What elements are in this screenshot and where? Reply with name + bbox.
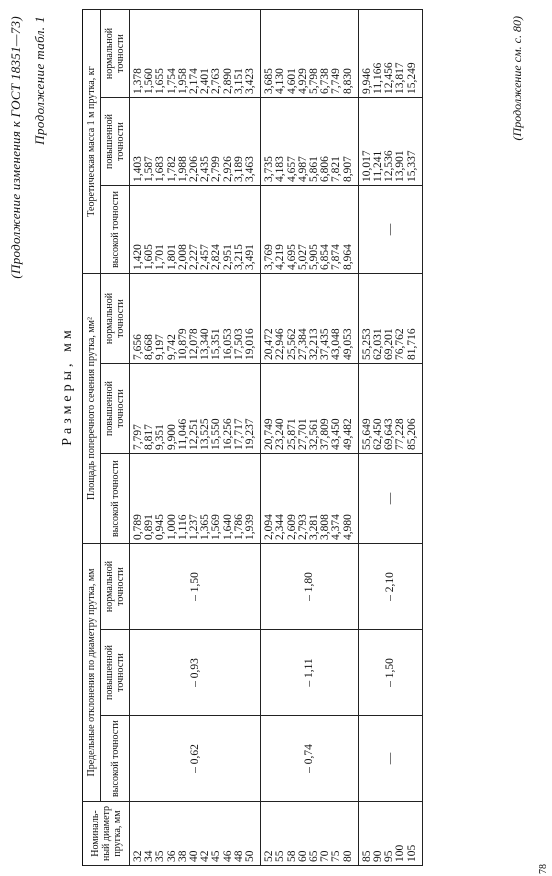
table-cell-value: 10,879 <box>176 328 189 360</box>
table-cell-value: 76,762 <box>394 328 407 360</box>
deviation-elevated: – 0,93 <box>130 630 261 716</box>
table-cell-value: 1,560 <box>143 68 156 94</box>
table-cell-value: 9,197 <box>154 334 167 360</box>
table-cell-value: 7,749 <box>330 68 343 94</box>
table-cell-value: 11,166 <box>372 62 385 94</box>
area-elevated-list <box>358 364 422 454</box>
area-normal-list <box>261 273 359 363</box>
table-cell-value: 95 <box>383 850 396 862</box>
table-cell-value: 15,249 <box>405 62 418 94</box>
table-cell-value: 62,450 <box>372 418 385 450</box>
table-cell-value: 46 <box>221 850 234 862</box>
table-cell-value: 3,685 <box>263 68 276 94</box>
table-cell-value: 3,491 <box>244 244 257 270</box>
header-dev-elevated: повышенной точности <box>101 630 130 716</box>
header-dev-high: высокой точности <box>101 716 130 802</box>
table-cell-value: 2,174 <box>188 68 201 94</box>
table-cell-value: 1,420 <box>132 244 144 270</box>
table-cell-value: 3,215 <box>232 244 245 270</box>
table-cell-value: 17,717 <box>232 418 245 450</box>
table-cell-value: 4,601 <box>285 68 298 94</box>
page-number: 78 <box>538 864 549 874</box>
header-nominal-diameter: Номинальный диаметр пругка, мм <box>83 802 130 866</box>
table-cell-value: 4,657 <box>285 156 298 182</box>
table-cell-value: 12,251 <box>188 418 201 450</box>
table-cell-value: 49,053 <box>341 328 354 360</box>
header-area-high: высокой точности <box>101 454 130 544</box>
area-high-list: — <box>358 454 422 544</box>
table-cell-value: 23,240 <box>274 418 287 450</box>
table-cell-value: 2,609 <box>285 514 298 540</box>
table-cell-value: 77,228 <box>394 418 407 450</box>
table-cell-value: 1,939 <box>244 514 257 540</box>
table-body <box>130 9 423 865</box>
table-cell-value: 20,749 <box>263 418 276 450</box>
table-cell-value: 6,806 <box>319 156 332 182</box>
table-cell-value: 32,213 <box>308 328 321 360</box>
table-cell-value: 0,789 <box>132 514 144 540</box>
table-cell-value: 2,401 <box>199 68 212 94</box>
mass-high-list <box>130 185 261 273</box>
table-cell-value: 13,340 <box>199 328 212 360</box>
table-cell-value: 4,219 <box>274 244 287 270</box>
header-mass-elevated: повышенной точности <box>101 97 130 185</box>
table-cell-value: 1,683 <box>154 156 167 182</box>
table-row-group <box>358 9 422 865</box>
table-cell-value: 19,237 <box>244 418 257 450</box>
table-cell-value: 3,281 <box>308 514 321 540</box>
mass-high-list <box>261 185 359 273</box>
table-cell-value: 4,987 <box>296 156 309 182</box>
table-cell-value: 55,649 <box>360 418 373 450</box>
header-area-normal: нормальной точности <box>101 273 130 363</box>
table-cell-value: 55 <box>274 850 287 862</box>
table-cell-value: 69,201 <box>383 328 396 360</box>
table-cell-value: 16,053 <box>221 328 234 360</box>
table-cell-value: 3,735 <box>263 156 276 182</box>
table-cell-value: 1,801 <box>165 244 178 270</box>
table-cell-value: 38 <box>176 850 189 862</box>
table-cell-value: 58 <box>285 850 298 862</box>
deviation-high: – 0,74 <box>261 716 359 802</box>
table-cell-value: 8,964 <box>341 244 354 270</box>
table-cell-value: 17,503 <box>232 328 245 360</box>
table-cell-value: 105 <box>405 844 418 862</box>
header-dev-normal: нормальной точности <box>101 544 130 630</box>
table-cell-value: 60 <box>296 850 309 862</box>
table-cell-value: 52 <box>263 850 276 862</box>
table-cell-value: 16,256 <box>221 418 234 450</box>
table-cell-value: 15,351 <box>210 328 223 360</box>
table-cell-value: 13,901 <box>394 150 407 182</box>
table-cell-value: 10,017 <box>360 150 373 182</box>
table-cell-value: 8,907 <box>341 156 354 182</box>
table-cell-value: 50 <box>244 850 257 862</box>
table-cell-value: 1,655 <box>154 68 167 94</box>
footer-continuation: (Продолжение см. с. 80) <box>510 16 524 141</box>
table-cell-value: 90 <box>372 850 385 862</box>
table-cell-value: 0,891 <box>143 514 156 540</box>
header-mass-group: Теоретическая масса 1 м прутка, кг <box>83 9 101 273</box>
table-cell-value: 12,456 <box>383 62 396 94</box>
table-cell-value: 80 <box>341 850 354 862</box>
table-cell-value: 1,000 <box>165 514 178 540</box>
table-cell-value: 13,525 <box>199 418 212 450</box>
table-cell-value: 12,536 <box>383 150 396 182</box>
mass-normal-list <box>261 9 359 97</box>
header-mass-normal: нормальной точности <box>101 9 130 97</box>
table-cell-value: 1,782 <box>165 156 178 182</box>
table-cell-value: 7,656 <box>132 334 144 360</box>
table-cell-value: 1,605 <box>143 244 156 270</box>
table-cell-value: 13,817 <box>394 62 407 94</box>
header-area-group: Площадь поперечного сечения прутка, мм² <box>83 273 101 543</box>
table-cell-value: 2,763 <box>210 68 223 94</box>
table-cell-value: 62,031 <box>372 328 385 360</box>
table-cell-value: 25,562 <box>285 328 298 360</box>
table-cell-value: 85 <box>360 850 373 862</box>
diameter-list <box>130 802 261 866</box>
table-cell-value: 15,550 <box>210 418 223 450</box>
table-cell-value: 27,384 <box>296 328 309 360</box>
table-cell-value: 9,946 <box>360 68 373 94</box>
table-cell-value: 1,958 <box>176 68 189 94</box>
table-cell-value: 42 <box>199 850 212 862</box>
table-cell-value: 2,799 <box>210 156 223 182</box>
table-cell-value: 1,378 <box>132 68 144 94</box>
table-cell-value: 2,008 <box>176 244 189 270</box>
table-cell-value: 2,457 <box>199 244 212 270</box>
table-cell-value: 55,253 <box>360 328 373 360</box>
table-cell-value: 5,798 <box>308 68 321 94</box>
mass-elevated-list <box>261 97 359 185</box>
table-cell-value: 49,482 <box>341 418 354 450</box>
table-cell-value: 2,206 <box>188 156 201 182</box>
table-cell-value: 0,945 <box>154 514 167 540</box>
header-mass-high: высокой точности <box>101 185 130 273</box>
table-cell-value: 15,337 <box>405 150 418 182</box>
document-header: (Продолжение изменения к ГОСТ 18351—73) <box>8 16 23 279</box>
table-cell-value: 81,716 <box>405 328 418 360</box>
table-cell-value: 7,874 <box>330 244 343 270</box>
table-cell-value: 2,435 <box>199 156 212 182</box>
table-cell-value: 3,151 <box>232 68 245 94</box>
table-row-group <box>130 9 261 865</box>
area-normal-list <box>130 273 261 363</box>
mass-elevated-list <box>358 97 422 185</box>
area-elevated-list <box>261 364 359 454</box>
table-cell-value: 43,450 <box>330 418 343 450</box>
header-deviation-group: Предельные отклонения по диаметру прутка, мм <box>83 544 101 802</box>
table-cell-value: 4,695 <box>285 244 298 270</box>
table-continuation-label: Продолжение табл. 1 <box>32 16 47 145</box>
table-cell-value: 100 <box>394 844 407 862</box>
area-high-list <box>261 454 359 544</box>
table-cell-value: 3,808 <box>319 514 332 540</box>
table-cell-value: 8,668 <box>143 334 156 360</box>
table-cell-value: 2,890 <box>221 68 234 94</box>
table-cell-value: 4,130 <box>274 68 287 94</box>
table-cell-value: 22,946 <box>274 328 287 360</box>
table-cell-value: 2,793 <box>296 514 309 540</box>
table-cell-value: 3,189 <box>232 156 245 182</box>
table-cell-value: 12,078 <box>188 328 201 360</box>
table-cell-value: 75 <box>330 850 343 862</box>
table-cell-value: 9,351 <box>154 424 167 450</box>
table-cell-value: 48 <box>232 850 245 862</box>
table-cell-value: 2,227 <box>188 244 201 270</box>
deviation-normal: – 2,10 <box>358 544 422 630</box>
diameter-list <box>358 802 422 866</box>
table-cell-value: 45 <box>210 850 223 862</box>
table-cell-value: 20,472 <box>263 328 276 360</box>
table-cell-value: 7,821 <box>330 156 343 182</box>
dimensions-table <box>82 9 423 866</box>
table-cell-value: 37,809 <box>319 418 332 450</box>
table-cell-value: 1,640 <box>221 514 234 540</box>
mass-normal-list <box>130 9 261 97</box>
deviation-elevated: – 1,50 <box>358 630 422 716</box>
table-cell-value: 2,824 <box>210 244 223 270</box>
table-cell-value: 4,929 <box>296 68 309 94</box>
table-cell-value: 6,854 <box>319 244 332 270</box>
table-cell-value: 32 <box>132 850 144 862</box>
table-cell-value: 37,435 <box>319 328 332 360</box>
table-cell-value: 5,027 <box>296 244 309 270</box>
table-cell-value: 11,046 <box>176 418 189 450</box>
table-cell-value: 1,569 <box>210 514 223 540</box>
table-cell-value: 70 <box>319 850 332 862</box>
table-cell-value: 4,374 <box>330 514 343 540</box>
table-cell-value: 2,926 <box>221 156 234 182</box>
table-cell-value: 65 <box>308 850 321 862</box>
table-cell-value: 9,742 <box>165 334 178 360</box>
table-cell-value: 1,988 <box>176 156 189 182</box>
table-cell-value: 4,980 <box>341 514 354 540</box>
diameter-list <box>261 802 359 866</box>
table-cell-value: 5,861 <box>308 156 321 182</box>
table-cell-value: 1,237 <box>188 514 201 540</box>
table-cell-value: 1,701 <box>154 244 167 270</box>
table-cell-value: 6,738 <box>319 68 332 94</box>
table-cell-value: 19,016 <box>244 328 257 360</box>
area-high-list <box>130 454 261 544</box>
table-cell-value: 2,094 <box>263 514 276 540</box>
table-cell-value: 2,344 <box>274 514 287 540</box>
header-area-elevated: повышенной точности <box>101 364 130 454</box>
table-cell-value: 5,905 <box>308 244 321 270</box>
mass-normal-list <box>358 9 422 97</box>
area-normal-list <box>358 273 422 363</box>
table-cell-value: 1,754 <box>165 68 178 94</box>
table-cell-value: 3,769 <box>263 244 276 270</box>
table-cell-value: 7,797 <box>132 424 144 450</box>
table-cell-value: 1,116 <box>176 514 189 540</box>
deviation-high: – 0,62 <box>130 716 261 802</box>
table-cell-value: 35 <box>154 850 167 862</box>
deviation-normal: – 1,50 <box>130 544 261 630</box>
deviation-high: — <box>358 716 422 802</box>
table-cell-value: 3,463 <box>244 156 257 182</box>
deviation-elevated: – 1,11 <box>261 630 359 716</box>
table-cell-value: 8,817 <box>143 424 156 450</box>
table-cell-value: 1,365 <box>199 514 212 540</box>
table-cell-value: 1,587 <box>143 156 156 182</box>
table-cell-value: 27,701 <box>296 418 309 450</box>
table-cell-value: 8,830 <box>341 68 354 94</box>
area-elevated-list <box>130 364 261 454</box>
deviation-normal: – 1,80 <box>261 544 359 630</box>
table-cell-value: 36 <box>165 850 178 862</box>
mass-high-list: — <box>358 185 422 273</box>
table-cell-value: 4,183 <box>274 156 287 182</box>
table-cell-value: 40 <box>188 850 201 862</box>
table-title: Размеры, мм <box>60 326 75 446</box>
table-row-group <box>261 9 359 865</box>
table-cell-value: 69,643 <box>383 418 396 450</box>
table-cell-value: 85,206 <box>405 418 418 450</box>
table-cell-value: 25,871 <box>285 418 298 450</box>
mass-elevated-list <box>130 97 261 185</box>
table-cell-value: 43,048 <box>330 328 343 360</box>
table-cell-value: 2,951 <box>221 244 234 270</box>
table-cell-value: 1,786 <box>232 514 245 540</box>
table-cell-value: 34 <box>143 850 156 862</box>
table-cell-value: 11,241 <box>372 150 385 182</box>
table-cell-value: 9,900 <box>165 424 178 450</box>
table-cell-value: 32,561 <box>308 418 321 450</box>
table-cell-value: 3,423 <box>244 68 257 94</box>
table-cell-value: 1,403 <box>132 156 144 182</box>
